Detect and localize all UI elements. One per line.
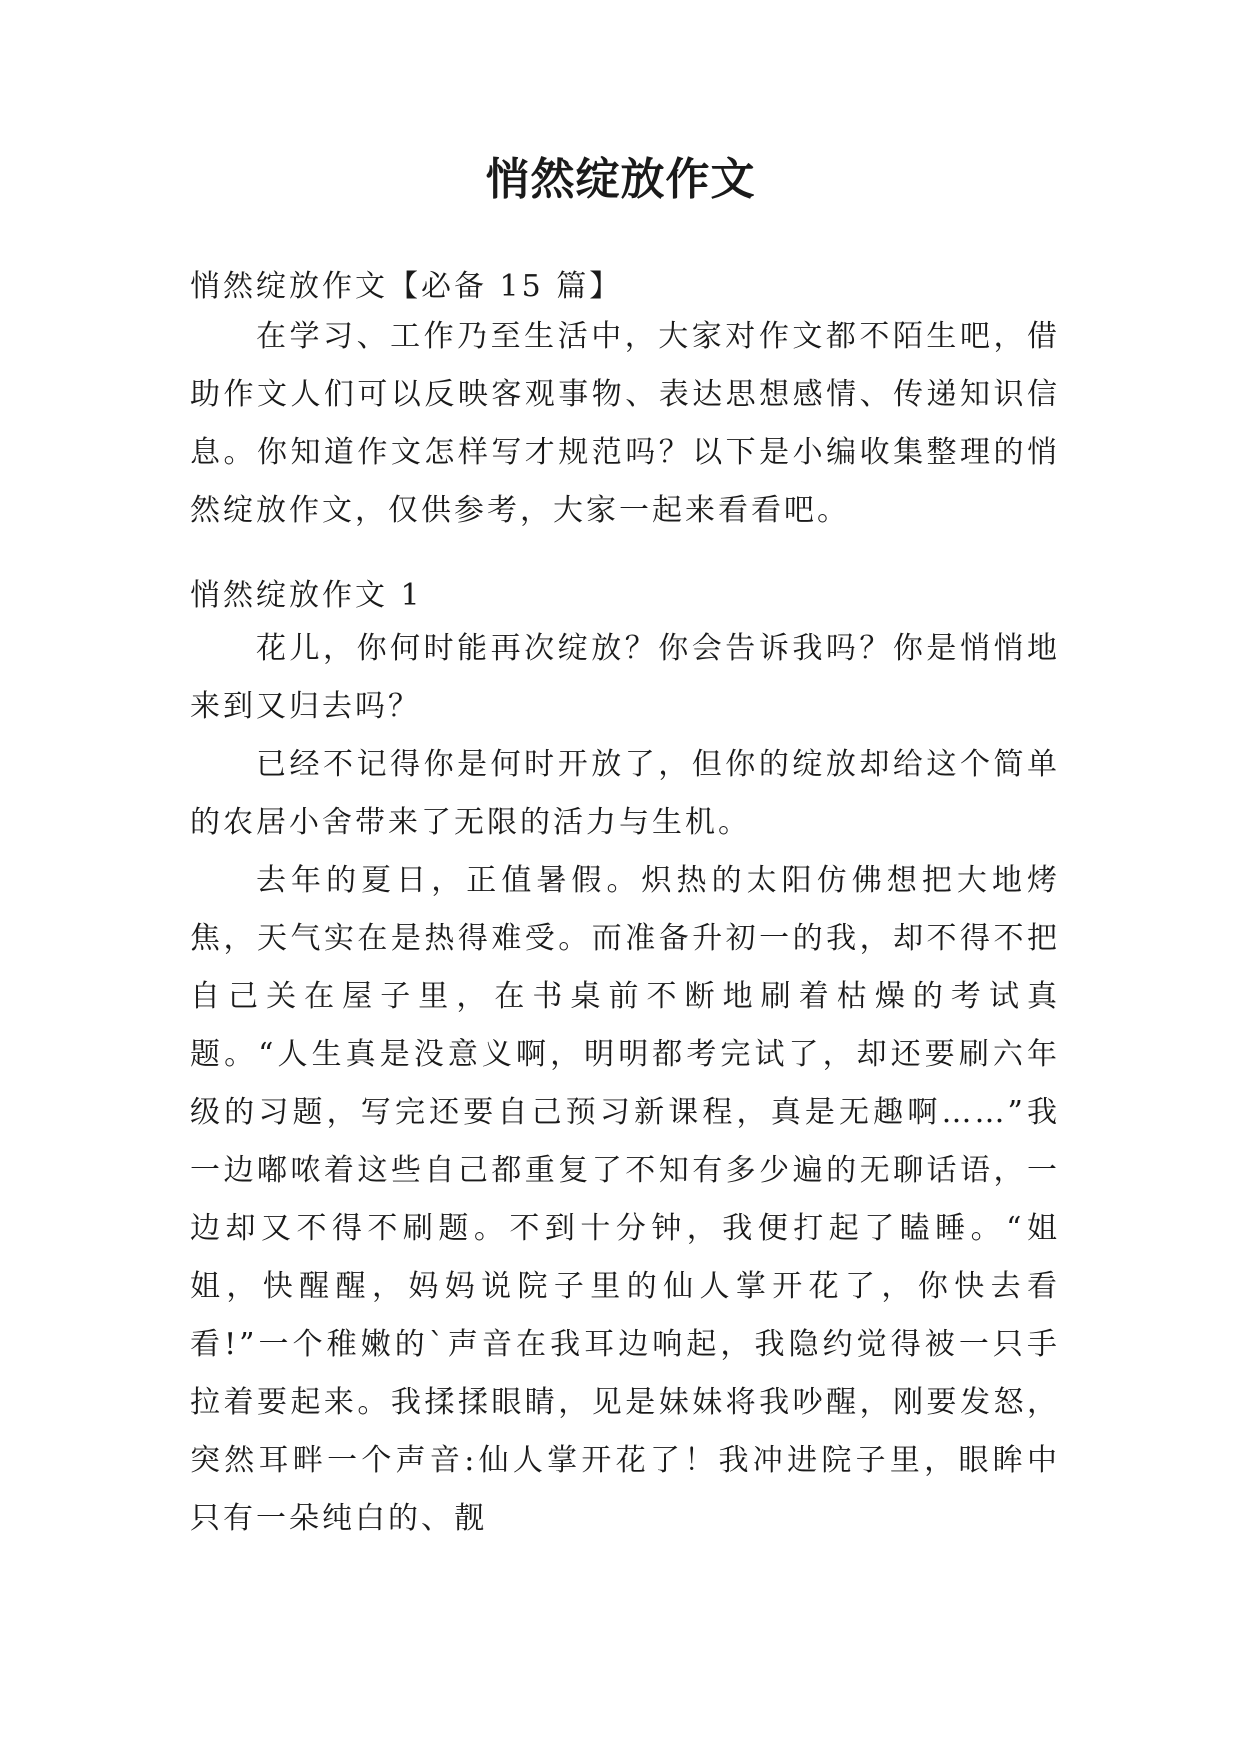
document-title: 悄然绽放作文 xyxy=(485,154,756,205)
document-subtitle: 悄然绽放作文【必备 15 篇】 xyxy=(190,269,623,304)
body-paragraph-3: 去年的夏日，正值暑假。炽热的太阳仿佛想把大地烤焦，天气实在是热得难受。而准备升初一的我，却不得不把自己关在屋子里，在书桌前不断地刷着枯燥的考试真题。“人生真是没意义啊，明明都考完试了，却还要刷六年级的习题，写完还要自己预习新课程，真是无趣啊……”我一边嘟哝着这些自己都重复了不知有多少遍的无聊话语，一边却又不得不刷题。不到十分钟，我便打起了瞌睡。“姐姐，快醒醒，妈妈说院子里的仙人掌开花了，你快去看看!”一个稚嫩的`声音在我耳边响起，我隐约觉得被一只手拉着要起来。我揉揉眼睛，见是妹妹将我吵醒，刚要发怒，突然耳畔一个声音:仙人掌开花了！我冲进院子里，眼眸中只有一朵纯白的、靓 xyxy=(190,863,1060,1536)
body-paragraph-1: 花儿，你何时能再次绽放？你会告诉我吗？你是悄悄地来到又归去吗？ xyxy=(190,631,1060,724)
section-heading: 悄然绽放作文 1 xyxy=(190,578,423,613)
body-paragraph-2: 已经不记得你是何时开放了，但你的绽放却给这个简单的农居小舍带来了无限的活力与生机。 xyxy=(190,747,1060,840)
intro-block xyxy=(190,308,1060,540)
section-body xyxy=(190,620,1060,1548)
intro-paragraph: 在学习、工作乃至生活中，大家对作文都不陌生吧，借助作文人们可以反映客观事物、表达思想感情、传递知识信息。你知道作文怎样写才规范吗？以下是小编收集整理的悄然绽放作文，仅供参考，大家一起来看看吧。 xyxy=(190,319,1060,528)
